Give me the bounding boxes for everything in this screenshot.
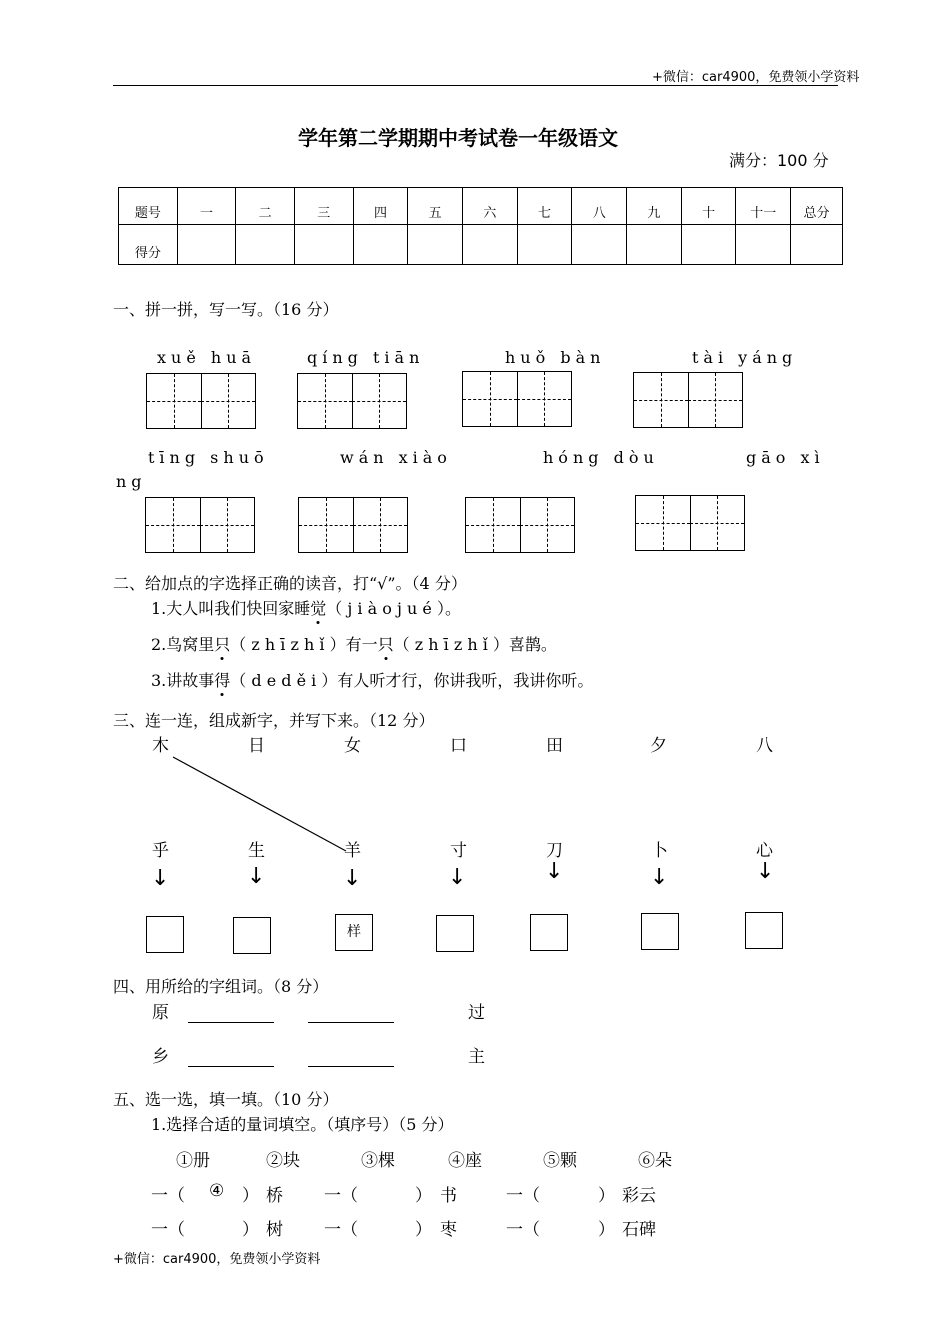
- table-cell: 一: [177, 188, 236, 225]
- answer-box-example[interactable]: 样: [335, 914, 373, 951]
- fill-open: 一（: [324, 1220, 358, 1240]
- bottom-char[interactable]: 羊: [344, 841, 361, 861]
- top-char[interactable]: 夕: [650, 736, 667, 756]
- noun: 树: [266, 1220, 283, 1240]
- header-note: +微信：car4900，免费领小学资料: [652, 70, 860, 85]
- arrow-down-icon: ↓: [650, 865, 669, 890]
- table-cell: 题号: [119, 188, 178, 225]
- blank-line[interactable]: [308, 1048, 394, 1067]
- q4-heading: 四、用所给的字组词。（8 分）: [113, 977, 329, 996]
- option: ①册: [176, 1151, 210, 1171]
- table-cell: 十一: [736, 188, 791, 225]
- top-char[interactable]: 口: [450, 736, 467, 756]
- option: ④座: [448, 1151, 482, 1171]
- bottom-char[interactable]: 刀: [546, 841, 563, 861]
- dotted-char: 只: [214, 632, 230, 655]
- bottom-char[interactable]: 生: [248, 841, 265, 861]
- options-text[interactable]: （ d e d ě i ）有人听才行，你讲我听，我讲你听。: [230, 671, 594, 690]
- pinyin: gāo xì: [746, 448, 825, 467]
- fill-blank[interactable]: [546, 1215, 596, 1237]
- option: ⑤颗: [543, 1151, 577, 1171]
- option: ⑥朵: [638, 1151, 672, 1171]
- pinyin: tīng shuō: [148, 448, 269, 467]
- arrow-down-icon: ↓: [247, 864, 266, 889]
- noun: 枣: [440, 1220, 457, 1240]
- table-cell: 得分: [119, 225, 178, 265]
- option: ②块: [266, 1151, 300, 1171]
- fill-blank[interactable]: [364, 1215, 414, 1237]
- options-text[interactable]: （ z h ī z h ǐ ）有一: [230, 635, 378, 654]
- arrow-down-icon: ↓: [343, 866, 362, 891]
- fill-blank[interactable]: [546, 1181, 596, 1203]
- fill-close: ）: [598, 1220, 615, 1240]
- dotted-char: 只: [378, 632, 394, 655]
- bottom-char[interactable]: 乎: [152, 841, 169, 861]
- fill-close: ）: [598, 1186, 615, 1206]
- answer-box[interactable]: [436, 915, 474, 952]
- fill-close: ）: [242, 1186, 259, 1206]
- fill-blank[interactable]: [364, 1181, 414, 1203]
- dotted-char: 得: [214, 668, 230, 691]
- answer-box[interactable]: [641, 913, 679, 950]
- noun: 桥: [266, 1186, 283, 1206]
- q1-heading: 一、拼一拼，写一写。（16 分）: [113, 300, 339, 319]
- text: 2.鸟窝里: [151, 635, 215, 654]
- answer-box[interactable]: [233, 917, 271, 954]
- bottom-char[interactable]: 卜: [651, 841, 668, 861]
- pinyin: hóng dòu: [543, 448, 659, 467]
- bottom-char[interactable]: 心: [756, 841, 773, 861]
- given-char: 乡: [152, 1047, 169, 1067]
- text: 1.大人叫我们快回家睡: [151, 599, 311, 618]
- top-char[interactable]: 木: [152, 736, 169, 756]
- table-cell: 二: [236, 188, 295, 225]
- q5-heading: 五、选一选，填一填。（10 分）: [113, 1090, 339, 1109]
- options-text[interactable]: （ z h ī z h ǐ ）喜鹊。: [393, 635, 557, 654]
- blank-line[interactable]: [308, 1004, 394, 1023]
- table-cell: 九: [627, 188, 682, 225]
- arrow-down-icon: ↓: [151, 866, 170, 891]
- full-score: 满分：100 分: [729, 151, 829, 170]
- fill-close: ）: [415, 1186, 432, 1206]
- fill-close: ）: [415, 1220, 432, 1240]
- top-char[interactable]: 田: [546, 736, 563, 756]
- text: 3.讲故事: [151, 671, 215, 690]
- dotted-char: 觉: [310, 596, 326, 619]
- fill-close: ）: [242, 1220, 259, 1240]
- fill-answer[interactable]: ④: [209, 1181, 225, 1201]
- arrow-down-icon: ↓: [545, 859, 564, 884]
- table-cell: 八: [572, 188, 627, 225]
- arrow-down-icon: ↓: [756, 859, 775, 884]
- arrow-down-icon: ↓: [448, 865, 467, 890]
- pinyin: qíng tiān: [307, 348, 425, 367]
- footer-note: +微信：car4900，免费领小学资料: [113, 1252, 321, 1267]
- given-char: 原: [152, 1003, 169, 1023]
- table-cell: 六: [463, 188, 518, 225]
- top-char[interactable]: 女: [344, 736, 361, 756]
- table-cell: 总分: [791, 188, 843, 225]
- option: ③棵: [361, 1151, 395, 1171]
- q3-heading: 三、连一连，组成新字，并写下来。（12 分）: [113, 711, 435, 730]
- table-cell: 七: [517, 188, 572, 225]
- pinyin: tài yáng: [692, 348, 798, 367]
- pinyin: huǒ bàn: [505, 348, 606, 367]
- pinyin: xuě huā: [157, 348, 257, 367]
- answer-box[interactable]: [745, 912, 783, 949]
- table-cell: 十: [681, 188, 736, 225]
- answer-box[interactable]: [146, 916, 184, 953]
- options-text[interactable]: （ j i à o j u é ）。: [326, 599, 461, 618]
- table-cell: 三: [294, 188, 353, 225]
- pinyin-wrap: ng: [116, 472, 147, 491]
- fill-open: 一（: [506, 1186, 540, 1206]
- fill-open: 一（: [151, 1220, 185, 1240]
- noun: 书: [440, 1186, 457, 1206]
- given-char: 过: [468, 1003, 485, 1023]
- bottom-char[interactable]: 寸: [450, 841, 467, 861]
- blank-line[interactable]: [188, 1004, 274, 1023]
- q5-sub: 1.选择合适的量词填空。（填序号）（5 分）: [151, 1115, 454, 1134]
- given-char: 主: [468, 1047, 485, 1067]
- fill-open: 一（: [151, 1186, 185, 1206]
- pinyin: wán xiào: [340, 448, 452, 467]
- noun: 石碑: [622, 1220, 656, 1240]
- answer-box[interactable]: [530, 914, 568, 951]
- fill-blank[interactable]: [192, 1215, 242, 1237]
- q4-row: [152, 1042, 394, 1067]
- top-char[interactable]: 八: [756, 736, 773, 756]
- q4-row: [152, 998, 394, 1023]
- noun: 彩云: [622, 1186, 656, 1206]
- q2-heading: 二、给加点的字选择正确的读音，打“√”。（4 分）: [113, 574, 467, 593]
- table-cell: 五: [408, 188, 463, 225]
- fill-open: 一（: [324, 1186, 358, 1206]
- top-char[interactable]: 日: [248, 736, 265, 756]
- fill-open: 一（: [506, 1220, 540, 1240]
- blank-line[interactable]: [188, 1048, 274, 1067]
- page-title: 学年第二学期期中考试卷一年级语文: [298, 126, 618, 150]
- table-cell: 四: [353, 188, 408, 225]
